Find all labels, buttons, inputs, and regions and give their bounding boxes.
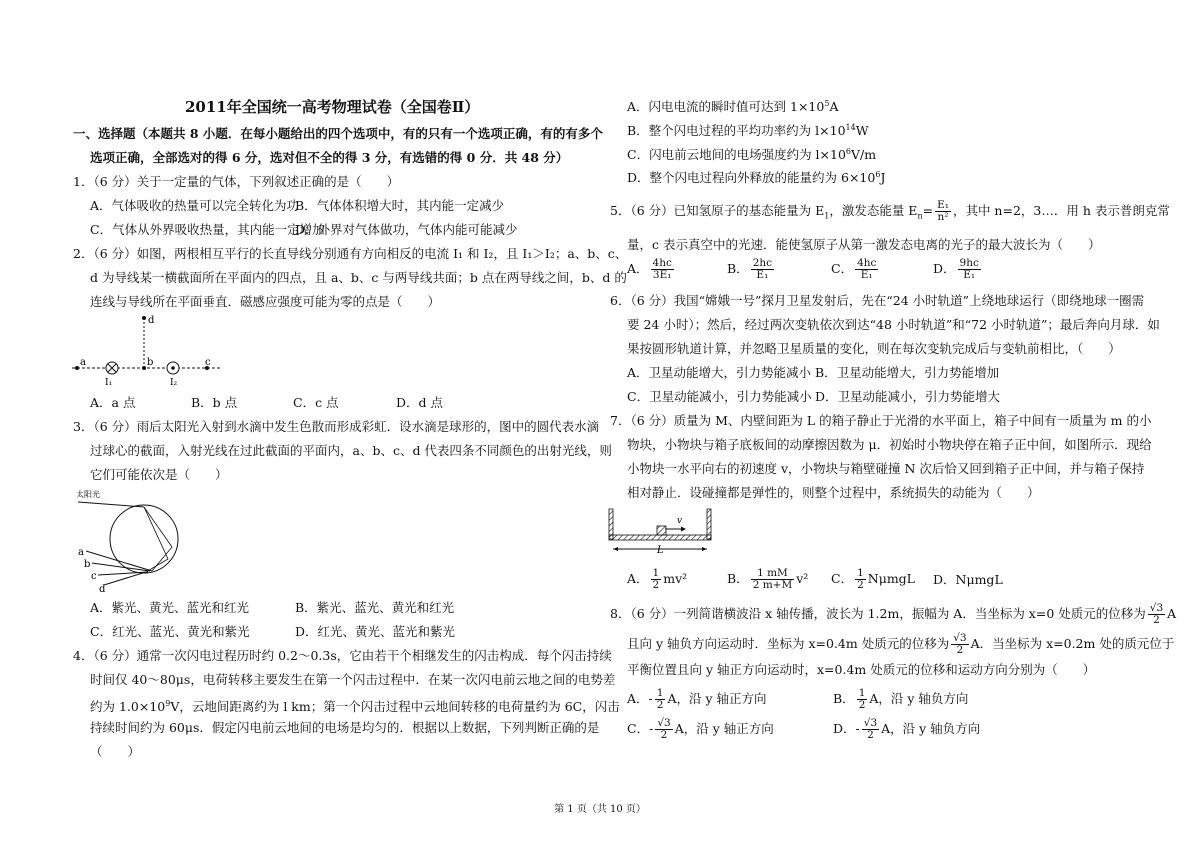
q8-option-d: D．- $\frac{√3}{2}$ A，沿 y 轴负方向 [833, 717, 981, 741]
q3-stem-1: 3．（6 分）雨后太阳光入射到水滴中发生色散而形成彩虹．设水滴是球形的，图中的圆代表水滴 [73, 419, 600, 434]
q2-stem-3: 连线与导线所在平面垂直．磁感应强度可能为零的点是（ ） [90, 294, 441, 309]
q7-box-left-wall [609, 509, 613, 539]
q3-label-sun: 太阳光 [76, 490, 100, 499]
q4-option-a: A．闪电电流的瞬时值可达到 $1\times 10^5A$ [627, 99, 839, 115]
q2-label-i2: I₂ [170, 378, 178, 388]
q6-stem-3: 果按圆形轨道计算，并忽略卫星质量的变化，则在每次变轨完成后与变轨前相比，（ ） [627, 341, 1121, 356]
q6-option-b: B．卫星动能增大，引力势能增加 [815, 365, 1000, 380]
q5-option-d: D． $\frac{9hc}{\text{E₁}}$ [933, 257, 979, 281]
q6-option-c: C．卫星动能减小，引力势能减小 [627, 389, 812, 404]
q2-option-a: A．a 点 [90, 395, 136, 410]
q3-option-c: C．红光、蓝光、黄光和紫光 [90, 624, 250, 639]
q3-label-c: c [91, 571, 97, 582]
q1-option-d: D．外界对气体做功，气体内能可能减少 [295, 222, 518, 237]
q7-stem-1: 7．（6 分）质量为 M、内壁间距为 L 的箱子静止于光滑的水平面上，箱子中间有一质量为 m 的小 [610, 413, 1152, 428]
q3-droplet [110, 505, 178, 573]
q6-stem-2: 要 24 小时）；然后，经过两次变轨依次到达“48 小时轨道”和“72 小时轨道”；最后奔向月球．如 [627, 317, 1160, 332]
q2-option-d: D．d 点 [396, 395, 443, 410]
q3-option-a: A．紫光、黄光、蓝光和红光 [90, 600, 250, 615]
q4-option-d: D．整个闪电过程向外释放的能量约为 $6\times 10^6J$ [627, 170, 886, 186]
q8-stem-3: 平衡位置且向 y 轴正方向运动时，x=0.4m 处质元的位移和运动方向分别为（ ） [627, 662, 1096, 677]
q5-option-b: B． $\frac{2hc}{\text{E₁}}$ [727, 257, 773, 281]
q8-option-a: A．- $\frac{1}{2}$ A，沿 y 轴正方向 [627, 687, 767, 711]
q6-stem-1: 6．（6 分）我国“嫦娥一号”探月卫星发射后，先在“24 小时轨道”上绕地球运行（即绕地球一圈需 [610, 293, 1145, 308]
q4-option-c: C．闪电前云地间的电场强度约为 $l\times 10^6V/m$ [627, 147, 877, 163]
q2-label-i1: I₁ [105, 378, 113, 388]
q2-point-a [75, 366, 79, 370]
q2-label-c: c [205, 357, 211, 368]
q2-point-b [142, 366, 146, 370]
q1-option-c: C．气体从外界吸收热量，其内能一定增加 [90, 222, 325, 237]
q8-stem-1: 8．（6 分）一列简谐横波沿 x 轴传播，波长为 1.2m，振幅为 A．当坐标为 x=0 处质元的位移为 $\frac{√3}{2}$ A [610, 602, 1177, 626]
page-title: 2011年全国统一高考物理试卷（全国卷Ⅱ） [185, 98, 480, 116]
q6-option-a: A．卫星动能增大，引力势能减小 [627, 365, 812, 380]
section-heading: 一、选择题（本题共 8 小题．在每小题给出的四个选项中，有的只有一个选项正确，有的有多个 [73, 126, 603, 141]
q4-stem-5: （ ） [90, 744, 141, 759]
q7-figure [607, 505, 715, 561]
q8-stem-2: 且向 y 轴负方向运动时．坐标为 x=0.4m 处质元的位移为 $\frac{√3}{2}$ A．当坐标为 x=0.2m 处的质元位于 [627, 632, 1175, 656]
q7-box-right-wall [707, 509, 711, 539]
q2-point-d [142, 316, 146, 320]
q4-stem-2: 时间仅 40～80μs，电荷转移主要发生在第一个闪击过程中．在某一次闪电前云地之间的电势差 [90, 672, 616, 687]
q1-stem: 1．（6 分）关于一定量的气体，下列叙述正确的是（ ） [73, 174, 400, 189]
q2-stem-1: 2．（6 分）如图，两根相互平行的长直导线分别通有方向相反的电流 I₁ 和 I₂，且 I₁＞I₂；a、b、c、 [73, 246, 628, 261]
q2-stem-2: d 为导线某一横截面所在平面内的四点，且 a、b、c 与两导线共面；b 点在两导线之间，b、d 的 [90, 270, 627, 285]
q4-stem-1: 4．（6 分）通常一次闪电过程历时约 0.2～0.3s，它由若干个相继发生的闪击构成．每个闪击持续 [73, 648, 612, 663]
q5-stem-1: 5．（6 分）已知氢原子的基态能量为 $E_1$，激发态能量 $E_n=$ $\frac{\text{E₁}}{\text{n²}}$ ，其中 n=2，3…．用 h 表示普朗克常 [610, 199, 1170, 223]
q8-option-c: C．- $\frac{√3}{2}$ A，沿 y 轴正方向 [627, 717, 774, 741]
q3-label-b: b [84, 559, 91, 570]
q5-stem-2: 量，c 表示真空中的光速．能使氢原子从第一激发态电离的光子的最大波长为（ ） [627, 237, 1101, 252]
q7-option-d: D．NμmgL [933, 572, 1003, 587]
q4-option-b: B．整个闪电过程的平均功率约为 $l\times 10^{14}W$ [627, 123, 869, 139]
q7-stem-3: 小物块一水平向右的初速度 v，小物块与箱壁碰撞 N 次后恰又回到箱子正中间，并与箱子保持 [627, 461, 1145, 476]
q2-label-a: a [80, 357, 86, 368]
q7-stem-2: 物块，小物块与箱子底板间的动摩擦因数为 μ．初始时小物块停在箱子正中间，如图所示．现给 [627, 437, 1152, 452]
q2-figure [72, 310, 222, 390]
q7-option-a: A． $\frac{1}{2}$ mv² [627, 567, 688, 591]
q3-stem-3: 它们可能依次是（ ） [90, 467, 228, 482]
q1-option-b: B．气体体积增大时，其内能一定减少 [295, 198, 505, 213]
q4-stem-3: 约为 $1.0\times 10^9V$，云地间距离约为 l km；第一个闪击过程中云地间转移的电荷量约为 6C，闪击 [90, 699, 620, 715]
q4-stem-4: 持续时间约为 60μs．假定闪电前云地间的电场是均匀的．根据以上数据，下列判断正确的是 [90, 720, 600, 735]
q7-label-v: v [677, 516, 683, 526]
q7-stem-4: 相对静止．设碰撞都是弹性的，则整个过程中，系统损失的动能为（ ） [627, 485, 1040, 500]
q2-option-b: B．b 点 [191, 395, 238, 410]
section-heading-cont: 选项正确，全部选对的得 6 分，选对但不全的得 3 分，有选错的得 0 分．共 48 分） [90, 150, 569, 165]
q3-label-a: a [78, 547, 84, 558]
q3-option-b: B．紫光、蓝光、黄光和红光 [295, 600, 455, 615]
q7-block [657, 526, 666, 535]
q2-label-b: b [147, 357, 154, 368]
q7-box-floor [609, 535, 711, 540]
page-footer: 第 1 页（共 10 页） [554, 804, 646, 815]
q7-option-c: C． $\frac{1}{2}$ NμmgL [831, 567, 915, 591]
q8-option-b: B． $\frac{1}{2}$ A，沿 y 轴负方向 [833, 687, 969, 711]
q5-option-c: C． $\frac{4hc}{\text{E₁}}$ [831, 257, 877, 281]
q7-label-L: L [657, 545, 664, 556]
q2-label-d: d [148, 315, 155, 326]
q3-option-d: D．红光、黄光、蓝光和紫光 [295, 624, 456, 639]
q7-option-b: B． $\frac{1 mM}{2 m+M}$ v² [727, 567, 809, 591]
q3-stem-2: 过球心的截面，入射光线在过此截面的平面内，a、b、c、d 代表四条不同颜色的出射光线，则 [90, 443, 612, 458]
q2-option-c: C．c 点 [293, 395, 339, 410]
q3-label-d: d [99, 584, 106, 595]
q6-option-d: D．卫星动能减小，引力势能增大 [815, 389, 1001, 404]
q5-option-a: A． $\frac{4hc}{\text{3E₁}}$ [627, 257, 672, 281]
q1-option-a: A．气体吸收的热量可以完全转化为功 [90, 198, 300, 213]
q3-figure [72, 485, 182, 597]
